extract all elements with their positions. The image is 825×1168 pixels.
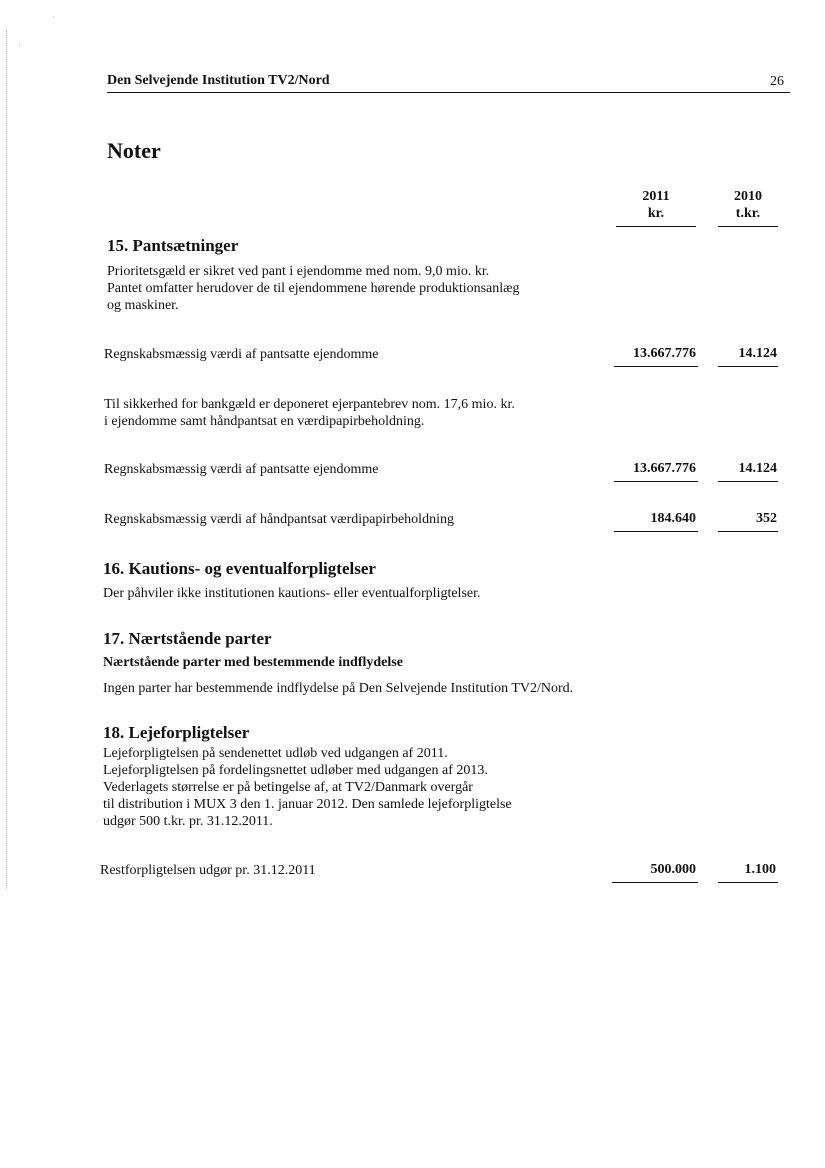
value-rule — [612, 882, 698, 883]
header-organization: Den Selvejende Institution TV2/Nord — [107, 73, 330, 88]
text-line: Vederlagets størrelse er på betingelse af, at TV2/Danmark overgår — [103, 780, 473, 795]
column-heading-2011 — [616, 188, 696, 222]
page-number: 26 — [770, 74, 784, 89]
note-15-row-3-value-2010: 352 — [756, 511, 777, 526]
note-17-text: Ingen parter har bestemmende indflydelse på Den Selvejende Institution TV2/Nord. — [103, 681, 574, 696]
note-15-row-1-value-2011: 13.667.776 — [633, 346, 696, 361]
column-unit-2010: t.kr. — [735, 206, 761, 221]
note-18-row-value-2011: 500.000 — [650, 862, 696, 877]
value-rule — [718, 531, 778, 532]
scan-speck: · — [18, 40, 21, 50]
column-unit-2011: kr. — [647, 206, 665, 221]
note-15-row-2-value-2011: 13.667.776 — [633, 461, 696, 476]
note-17-title: 17. Nærtstående parter — [103, 629, 272, 648]
scan-margin-line — [6, 30, 7, 890]
note-15-row-1-value-2010: 14.124 — [738, 346, 777, 361]
value-rule — [718, 366, 778, 367]
scan-speck: · — [52, 12, 55, 22]
text-line: udgør 500 t.kr. pr. 31.12.2011. — [103, 814, 273, 829]
text-line: til distribution i MUX 3 den 1. januar 2012. Den samlede lejeforpligtelse — [103, 797, 512, 812]
note-15-row-3-label: Regnskabsmæssig værdi af håndpantsat værdipapirbeholdning — [104, 512, 454, 527]
note-16-title: 16. Kautions- og eventualforpligtelser — [103, 559, 376, 578]
column-rule-2010 — [718, 226, 778, 227]
note-16-text: Der påhviler ikke institutionen kautions- eller eventualforpligtelser. — [103, 586, 481, 601]
text-line: Lejeforpligtelsen på sendenettet udløb ved udgangen af 2011. — [103, 746, 448, 761]
value-rule — [614, 481, 698, 482]
text-line: Prioritetsgæld er sikret ved pant i ejendomme med nom. 9,0 mio. kr. — [107, 264, 490, 279]
column-year-2011: 2011 — [642, 189, 670, 204]
text-line: Til sikkerhed for bankgæld er deponeret ejerpantebrev nom. 17,6 mio. kr. — [104, 397, 515, 412]
note-15-row-2-value-2010: 14.124 — [738, 461, 777, 476]
note-15-paragraph-1 — [107, 263, 520, 314]
value-rule — [718, 882, 778, 883]
note-17-subheading: Nærtstående parter med bestemmende indflydelse — [103, 655, 403, 670]
text-line: og maskiner. — [107, 298, 179, 313]
note-18-row-value-2010: 1.100 — [744, 862, 776, 877]
note-15-row-1-label: Regnskabsmæssig værdi af pantsatte ejendomme — [104, 347, 379, 362]
value-rule — [718, 481, 778, 482]
value-rule — [614, 531, 698, 532]
note-15-paragraph-2 — [104, 396, 515, 430]
text-line: Lejeforpligtelsen på fordelingsnettet udløber med udgangen af 2013. — [103, 763, 488, 778]
note-18-row-label: Restforpligtelsen udgør pr. 31.12.2011 — [100, 863, 316, 878]
note-15-title: 15. Pantsætninger — [107, 236, 239, 255]
note-15-row-3-value-2011: 184.640 — [650, 511, 696, 526]
value-rule — [614, 366, 698, 367]
note-15-row-2-label: Regnskabsmæssig værdi af pantsatte ejendomme — [104, 462, 379, 477]
header-rule — [107, 92, 790, 93]
text-line: Pantet omfatter herudover de til ejendommene hørende produktionsanlæg — [107, 281, 520, 296]
note-18-title: 18. Lejeforpligtelser — [103, 723, 250, 742]
text-line: i ejendomme samt håndpantsat en værdipapirbeholdning. — [104, 414, 425, 429]
page-title: Noter — [107, 138, 161, 163]
column-rule-2011 — [616, 226, 696, 227]
note-18-paragraph — [103, 745, 512, 830]
column-heading-2010 — [718, 188, 778, 222]
column-year-2010: 2010 — [734, 189, 762, 204]
